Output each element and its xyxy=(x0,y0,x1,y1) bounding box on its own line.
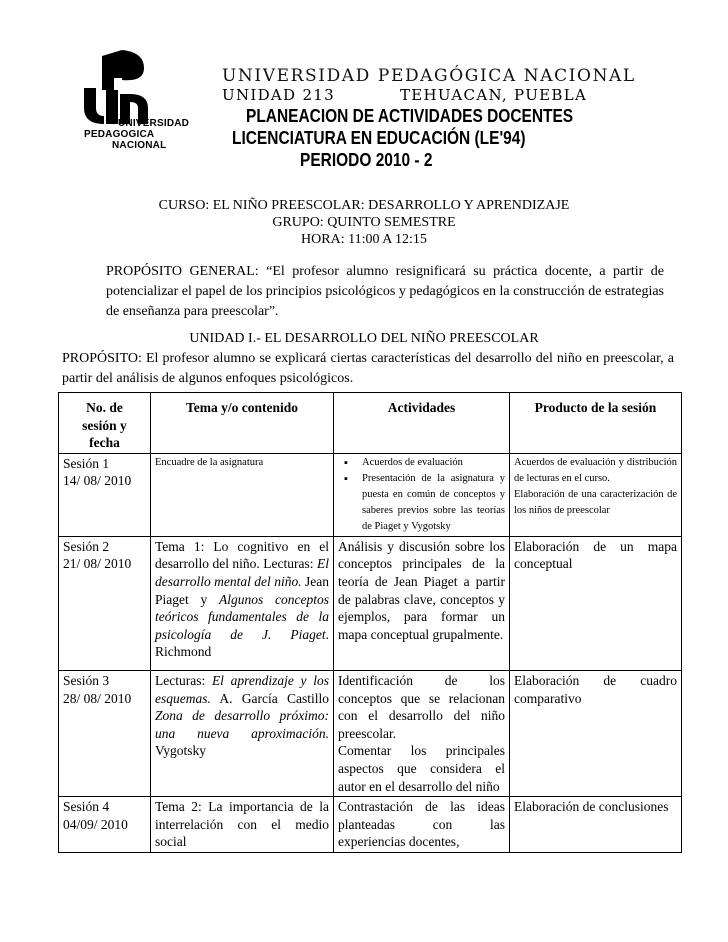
activity-text: Identificación de los conceptos que se relacionan con el desarrollo del niño preescolar. xyxy=(338,672,505,741)
table-header-row xyxy=(59,393,682,454)
unit-number: UNIDAD 213 xyxy=(222,86,335,104)
activity-item: ▪ Presentación de la asignatura y puesta en común de conceptos y saberes previos sobre las teorías de Piaget y Vygotsky xyxy=(362,471,505,535)
topic-text: Lecturas: xyxy=(155,672,206,688)
reading-author: A. García Castillo xyxy=(219,690,329,706)
logo-text-universidad: UNIVERSIDAD xyxy=(118,118,190,129)
reading-title: El desarrollo mental del niño. xyxy=(155,556,330,589)
course-time: HORA: 11:00 A 12:15 xyxy=(301,232,427,247)
reading-author: Vygotsky xyxy=(155,743,207,759)
reading-title: El aprendizaje y los esquemas. xyxy=(155,672,329,706)
session-cell xyxy=(59,453,151,536)
topic-cell: Encuadre de la asignatura xyxy=(151,453,334,536)
table-row xyxy=(59,536,682,670)
session-number: Sesión 2 xyxy=(63,538,110,554)
table-row xyxy=(59,797,682,853)
topic-text: Lecturas: xyxy=(263,556,314,572)
topic-cell xyxy=(151,536,334,670)
university-name: UNIVERSIDAD PEDAGÓGICA NACIONAL xyxy=(222,66,636,86)
topic-cell: Tema 2: La importancia de la interrelación con el medio social xyxy=(151,797,334,853)
session-date: 04/09/ 2010 xyxy=(63,816,128,832)
header-session: No. de sesión y fecha xyxy=(59,393,151,454)
course-group: GRUPO: QUINTO SEMESTRE xyxy=(272,215,456,230)
unit-city: TEHUACAN, PUEBLA xyxy=(400,86,588,104)
session-cell xyxy=(59,797,151,853)
session-cell xyxy=(59,536,151,670)
session-cell xyxy=(59,670,151,796)
course-name: CURSO: EL NIÑO PREESCOLAR: DESARROLLO Y APRENDIZAJE xyxy=(158,198,570,213)
product-cell: Elaboración de un mapa conceptual xyxy=(510,536,682,670)
header-topic: Tema y/o contenido xyxy=(151,393,334,454)
reading-title: Algunos conceptos teóricos fundamentales de la psicología de J. Piaget xyxy=(155,591,330,642)
logo-text-pedagogica: PEDAGOGICA xyxy=(84,129,155,140)
table-row xyxy=(59,453,682,536)
product-text: Acuerdos de evaluación y distribución de lecturas en el curso. xyxy=(514,456,677,484)
topic-cell xyxy=(151,670,334,796)
header-product: Producto de la sesión xyxy=(510,393,682,454)
general-purpose: PROPÓSITO GENERAL: “El profesor alumno resignificará su práctica docente, a partir de potencializar el papel de los principios psicológicos y pedagógicos en la construcción de estrategias de enseñanza para preescolar”. xyxy=(106,264,664,319)
reading-author: Jean Piaget y xyxy=(155,573,329,607)
product-text: Elaboración de una caracterización de los niños de preescolar xyxy=(514,488,677,516)
activity-text: Comentar los principales aspectos que considera el autor en el desarrollo del niño xyxy=(338,743,505,794)
product-cell: Elaboración de cuadro comparativo xyxy=(510,670,682,796)
product-cell xyxy=(510,453,682,536)
period-title: PERIODO 2010 - 2 xyxy=(300,150,433,170)
activities-cell xyxy=(334,453,510,536)
activities-cell: Contrastación de las ideas planteadas con las experiencias docentes, xyxy=(334,797,510,853)
reading-author: . Richmond xyxy=(155,626,329,660)
session-date: 28/ 08/ 2010 xyxy=(63,690,132,706)
activities-cell xyxy=(334,670,510,796)
reading-title: Zona de desarrollo próximo: una nueva aproximación. xyxy=(155,708,329,741)
university-logo xyxy=(82,48,190,152)
unit-title: UNIDAD I.- EL DESARROLLO DEL NIÑO PREESCOLAR xyxy=(189,331,539,346)
session-number: Sesión 3 xyxy=(63,672,110,688)
activities-cell: Análisis y discusión sobre los conceptos principales de la teoría de Jean Piaget a partir de palabras clave, conceptos y ejemplos, para formar un mapa conceptual grupalmente. xyxy=(334,536,510,670)
logo-text-nacional: NACIONAL xyxy=(112,140,167,151)
unit-purpose: PROPÓSITO: El profesor alumno se explicará ciertas características del desarrollo del niño en preescolar, a partir del análisis de algunos enfoques psicológicos. xyxy=(62,351,674,386)
session-number: Sesión 1 xyxy=(63,455,110,471)
degree-title: LICENCIATURA EN EDUCACIÓN (LE'94) xyxy=(232,128,526,148)
plan-title: PLANEACION DE ACTIVIDADES DOCENTES xyxy=(246,106,574,126)
header-activities: Actividades xyxy=(334,393,510,454)
activity-item: ▪ Acuerdos de evaluación xyxy=(362,455,505,471)
session-date: 14/ 08/ 2010 xyxy=(63,473,132,489)
session-number: Sesión 4 xyxy=(63,799,110,815)
product-cell: Elaboración de conclusiones xyxy=(510,797,682,853)
topic-text: Tema 1: Lo cognitivo en el desarrollo del niño. xyxy=(155,538,329,572)
session-date: 21/ 08/ 2010 xyxy=(63,556,132,572)
table-row xyxy=(59,670,682,796)
activities-table xyxy=(58,392,682,853)
